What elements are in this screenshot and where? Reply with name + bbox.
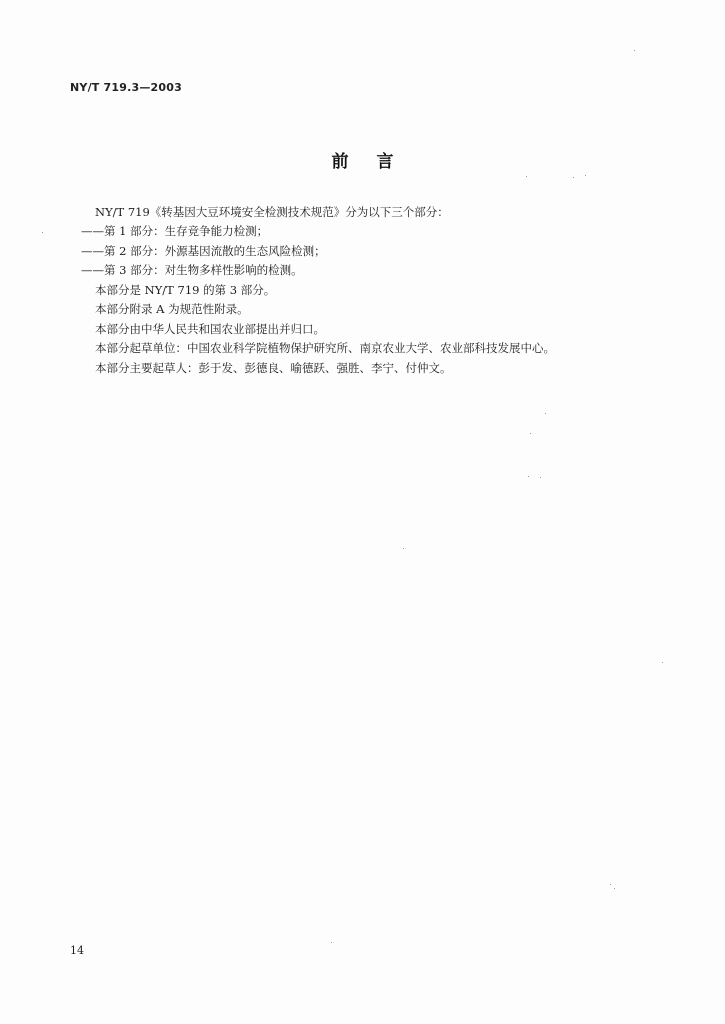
scan-speck	[634, 50, 635, 51]
scan-speck	[528, 476, 529, 477]
paragraph-intro: NY/T 719《转基因大豆环境安全检测技术规范》分为以下三个部分：	[95, 205, 449, 219]
scan-speck	[540, 477, 541, 478]
paragraph-part-3: ——第 3 部分：对生物多样性影响的检测。	[81, 263, 303, 278]
scan-speck	[331, 942, 332, 943]
standard-number-header: NY/T 719.3—2003	[70, 81, 182, 94]
page-number: 14	[70, 944, 84, 957]
paragraph-part-1: ——第 1 部分：生存竞争能力检测；	[81, 224, 269, 239]
scan-speck	[614, 888, 615, 889]
preface-body	[81, 205, 655, 380]
paragraph-drafters: 本部分主要起草人：彭于发、彭德良、喻德跃、强胜、李宁、付仲文。	[95, 360, 452, 375]
scan-speck	[610, 884, 611, 885]
paragraph-part-2: ——第 2 部分：外源基因流散的生态风险检测；	[81, 243, 326, 258]
scan-speck	[42, 232, 43, 233]
paragraph-drafting-units: 本部分起草单位：中国农业科学院植物保护研究所、南京农业大学、农业部科技发展中心。	[95, 341, 555, 356]
scan-speck	[403, 548, 404, 549]
paragraph-proposer: 本部分由中华人民共和国农业部提出并归口。	[95, 321, 325, 336]
scan-speck	[545, 413, 546, 414]
scan-speck	[662, 662, 663, 663]
scan-speck	[585, 175, 586, 176]
scan-speck	[530, 433, 531, 434]
paragraph-this-part: 本部分是 NY/T 719 的第 3 部分。	[95, 282, 276, 297]
scan-speck	[526, 176, 527, 177]
preface-title: 前言	[331, 152, 422, 172]
paragraph-appendix: 本部分附录 A 为规范性附录。	[95, 302, 249, 317]
scan-speck	[573, 177, 574, 178]
